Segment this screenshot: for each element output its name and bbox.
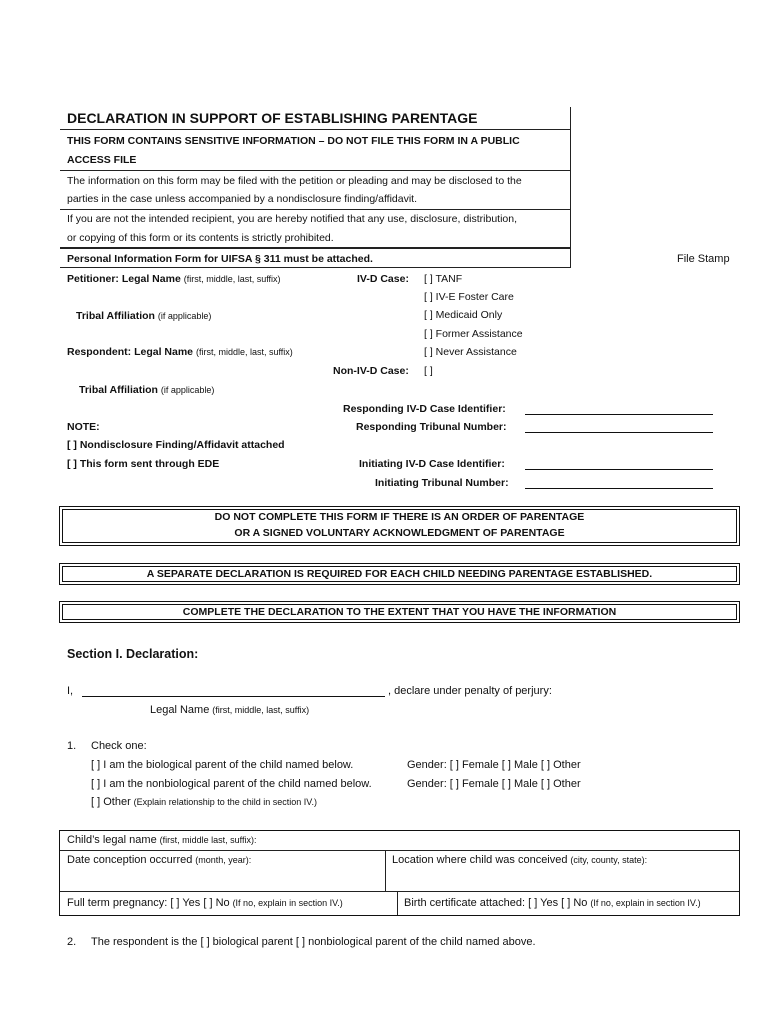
declarant-name-field[interactable] bbox=[82, 686, 385, 697]
form-title: DECLARATION IN SUPPORT OF ESTABLISHING PARENTAGE bbox=[67, 110, 478, 126]
responding-tribunal-field[interactable] bbox=[525, 422, 713, 433]
initiating-ivd-field[interactable] bbox=[525, 459, 713, 470]
gender-row-2[interactable]: Gender: [ ] Female [ ] Male [ ] Other bbox=[407, 778, 581, 790]
respondent-tribal-label: Tribal Affiliation bbox=[79, 384, 158, 396]
birth-cert-hint: (If no, explain in section IV.) bbox=[590, 898, 701, 908]
non-ivd-checkbox[interactable]: [ ] bbox=[424, 365, 433, 377]
petitioner-label: Petitioner: Legal Name bbox=[67, 273, 181, 285]
conception-date-cell[interactable] bbox=[67, 854, 251, 866]
conception-location-label: Location where child was conceived bbox=[392, 854, 568, 866]
banner-complete-text: COMPLETE THE DECLARATION TO THE EXTENT THAT YOU HAVE THE INFORMATION bbox=[182, 606, 617, 618]
full-term-label[interactable]: Full term pregnancy: [ ] Yes [ ] No bbox=[67, 897, 230, 909]
respondent-label: Respondent: Legal Name bbox=[67, 346, 194, 358]
info-line2: parties in the case unless accompanied by a nondisclosure finding/affidavit. bbox=[67, 193, 418, 205]
rule-2 bbox=[60, 170, 571, 171]
conception-date-label: Date conception occurred bbox=[67, 854, 193, 866]
legal-name-label: Legal Name bbox=[150, 704, 210, 716]
responding-ivd-label: Responding IV-D Case Identifier: bbox=[343, 403, 506, 415]
child-table-divider-2 bbox=[397, 891, 398, 915]
section-heading: Section I. Declaration: bbox=[67, 647, 199, 661]
child-name-label: Child’s legal name bbox=[67, 834, 157, 846]
biological-parent-checkbox[interactable]: [ ] I am the biological parent of the child named below. bbox=[91, 759, 354, 771]
child-name-hint: (first, middle last, suffix): bbox=[159, 835, 257, 845]
respondent-tribal-row bbox=[79, 384, 214, 396]
ivd-option-medicaid[interactable]: [ ] Medicaid Only bbox=[424, 309, 503, 321]
petitioner-tribal-row bbox=[76, 310, 211, 322]
child-table-rule-2 bbox=[60, 891, 739, 892]
note-ede-checkbox[interactable]: [ ] This form sent through EDE bbox=[67, 458, 220, 470]
gender-row-1[interactable]: Gender: [ ] Female [ ] Male [ ] Other bbox=[407, 759, 581, 771]
ivd-option-former[interactable]: [ ] Former Assistance bbox=[424, 328, 523, 340]
conception-location-cell[interactable] bbox=[392, 854, 647, 866]
initiating-ivd-label: Initiating IV-D Case Identifier: bbox=[359, 458, 505, 470]
banner-complete-declaration bbox=[59, 601, 740, 623]
petitioner-tribal-label: Tribal Affiliation bbox=[76, 310, 155, 322]
notice-line1: If you are not the intended recipient, you are hereby notified that any use, disclosure, distribution, bbox=[67, 213, 518, 225]
respondent-hint: (first, middle, last, suffix) bbox=[195, 347, 293, 357]
sensitive-warning-line1: THIS FORM CONTAINS SENSITIVE INFORMATION – DO NOT FILE THIS FORM IN A PUBLIC bbox=[67, 135, 520, 147]
banner-separate-declaration bbox=[59, 563, 740, 585]
petitioner-hint: (first, middle, last, suffix) bbox=[183, 274, 281, 284]
conception-location-hint: (city, county, state): bbox=[570, 855, 648, 865]
banner-no-order bbox=[59, 506, 740, 546]
initiating-tribunal-field[interactable] bbox=[525, 478, 713, 489]
sensitive-warning-line2: ACCESS FILE bbox=[67, 154, 137, 166]
info-line1: The information on this form may be filed with the petition or pleading and may be disclosed to the bbox=[67, 175, 522, 187]
file-stamp-label: File Stamp bbox=[677, 253, 730, 265]
nonbiological-parent-checkbox[interactable]: [ ] I am the nonbiological parent of the child named below. bbox=[91, 778, 372, 790]
legal-name-caption bbox=[150, 704, 309, 716]
responding-ivd-field[interactable] bbox=[525, 404, 713, 415]
ivd-case-label: IV-D Case: bbox=[357, 273, 409, 285]
notice-line2: or copying of this form or its contents is strictly prohibited. bbox=[67, 232, 334, 244]
full-term-hint: (If no, explain in section IV.) bbox=[232, 898, 343, 908]
petitioner-row bbox=[67, 273, 281, 285]
child-name-cell[interactable] bbox=[67, 834, 256, 846]
declarant-i-label: I, bbox=[67, 685, 74, 697]
q2-text[interactable]: The respondent is the [ ] biological parent [ ] nonbiological parent of the child named above. bbox=[91, 936, 536, 948]
ivd-option-tanf[interactable]: [ ] TANF bbox=[424, 273, 463, 285]
banner-no-order-line2: OR A SIGNED VOLUNTARY ACKNOWLEDGMENT OF PARENTAGE bbox=[234, 527, 565, 539]
full-term-cell[interactable] bbox=[67, 897, 343, 909]
other-relationship-hint: (Explain relationship to the child in section IV.) bbox=[133, 797, 317, 807]
conception-date-hint: (month, year): bbox=[195, 855, 252, 865]
pii-requirement: Personal Information Form for UIFSA § 311 must be attached. bbox=[67, 253, 373, 265]
rule-3 bbox=[60, 209, 571, 210]
initiating-tribunal-label: Initiating Tribunal Number: bbox=[375, 477, 509, 489]
non-ivd-label: Non-IV-D Case: bbox=[333, 365, 409, 377]
banner-separate-text: A SEPARATE DECLARATION IS REQUIRED FOR EACH CHILD NEEDING PARENTAGE ESTABLISHED. bbox=[146, 568, 653, 580]
ivd-option-foster-care[interactable]: [ ] IV-E Foster Care bbox=[424, 291, 514, 303]
q1-number: 1. bbox=[67, 740, 77, 752]
q1-label: Check one: bbox=[91, 740, 147, 752]
declare-perjury-text: , declare under penalty of perjury: bbox=[388, 685, 552, 697]
child-table-divider-1 bbox=[385, 850, 386, 892]
q2-number: 2. bbox=[67, 936, 77, 948]
responding-tribunal-label: Responding Tribunal Number: bbox=[356, 421, 507, 433]
title-underline bbox=[60, 129, 571, 130]
note-label: NOTE: bbox=[67, 421, 100, 433]
legal-name-hint: (first, middle, last, suffix) bbox=[212, 705, 310, 715]
ivd-option-never[interactable]: [ ] Never Assistance bbox=[424, 346, 517, 358]
other-relationship-row[interactable] bbox=[91, 796, 317, 808]
child-table-rule-1 bbox=[60, 850, 739, 851]
birth-cert-cell[interactable] bbox=[404, 897, 701, 909]
rule-5 bbox=[60, 267, 571, 268]
respondent-row bbox=[67, 346, 293, 358]
header-right-rule bbox=[570, 107, 571, 268]
petitioner-tribal-hint: (if applicable) bbox=[157, 311, 212, 321]
respondent-tribal-hint: (if applicable) bbox=[160, 385, 215, 395]
other-relationship-checkbox[interactable]: [ ] Other bbox=[91, 796, 131, 808]
banner-no-order-line1: DO NOT COMPLETE THIS FORM IF THERE IS AN ORDER OF PARENTAGE bbox=[214, 511, 585, 523]
rule-4 bbox=[60, 247, 571, 249]
birth-cert-label[interactable]: Birth certificate attached: [ ] Yes [ ] No bbox=[404, 897, 588, 909]
note-nondisclosure-checkbox[interactable]: [ ] Nondisclosure Finding/Affidavit attached bbox=[67, 439, 285, 451]
